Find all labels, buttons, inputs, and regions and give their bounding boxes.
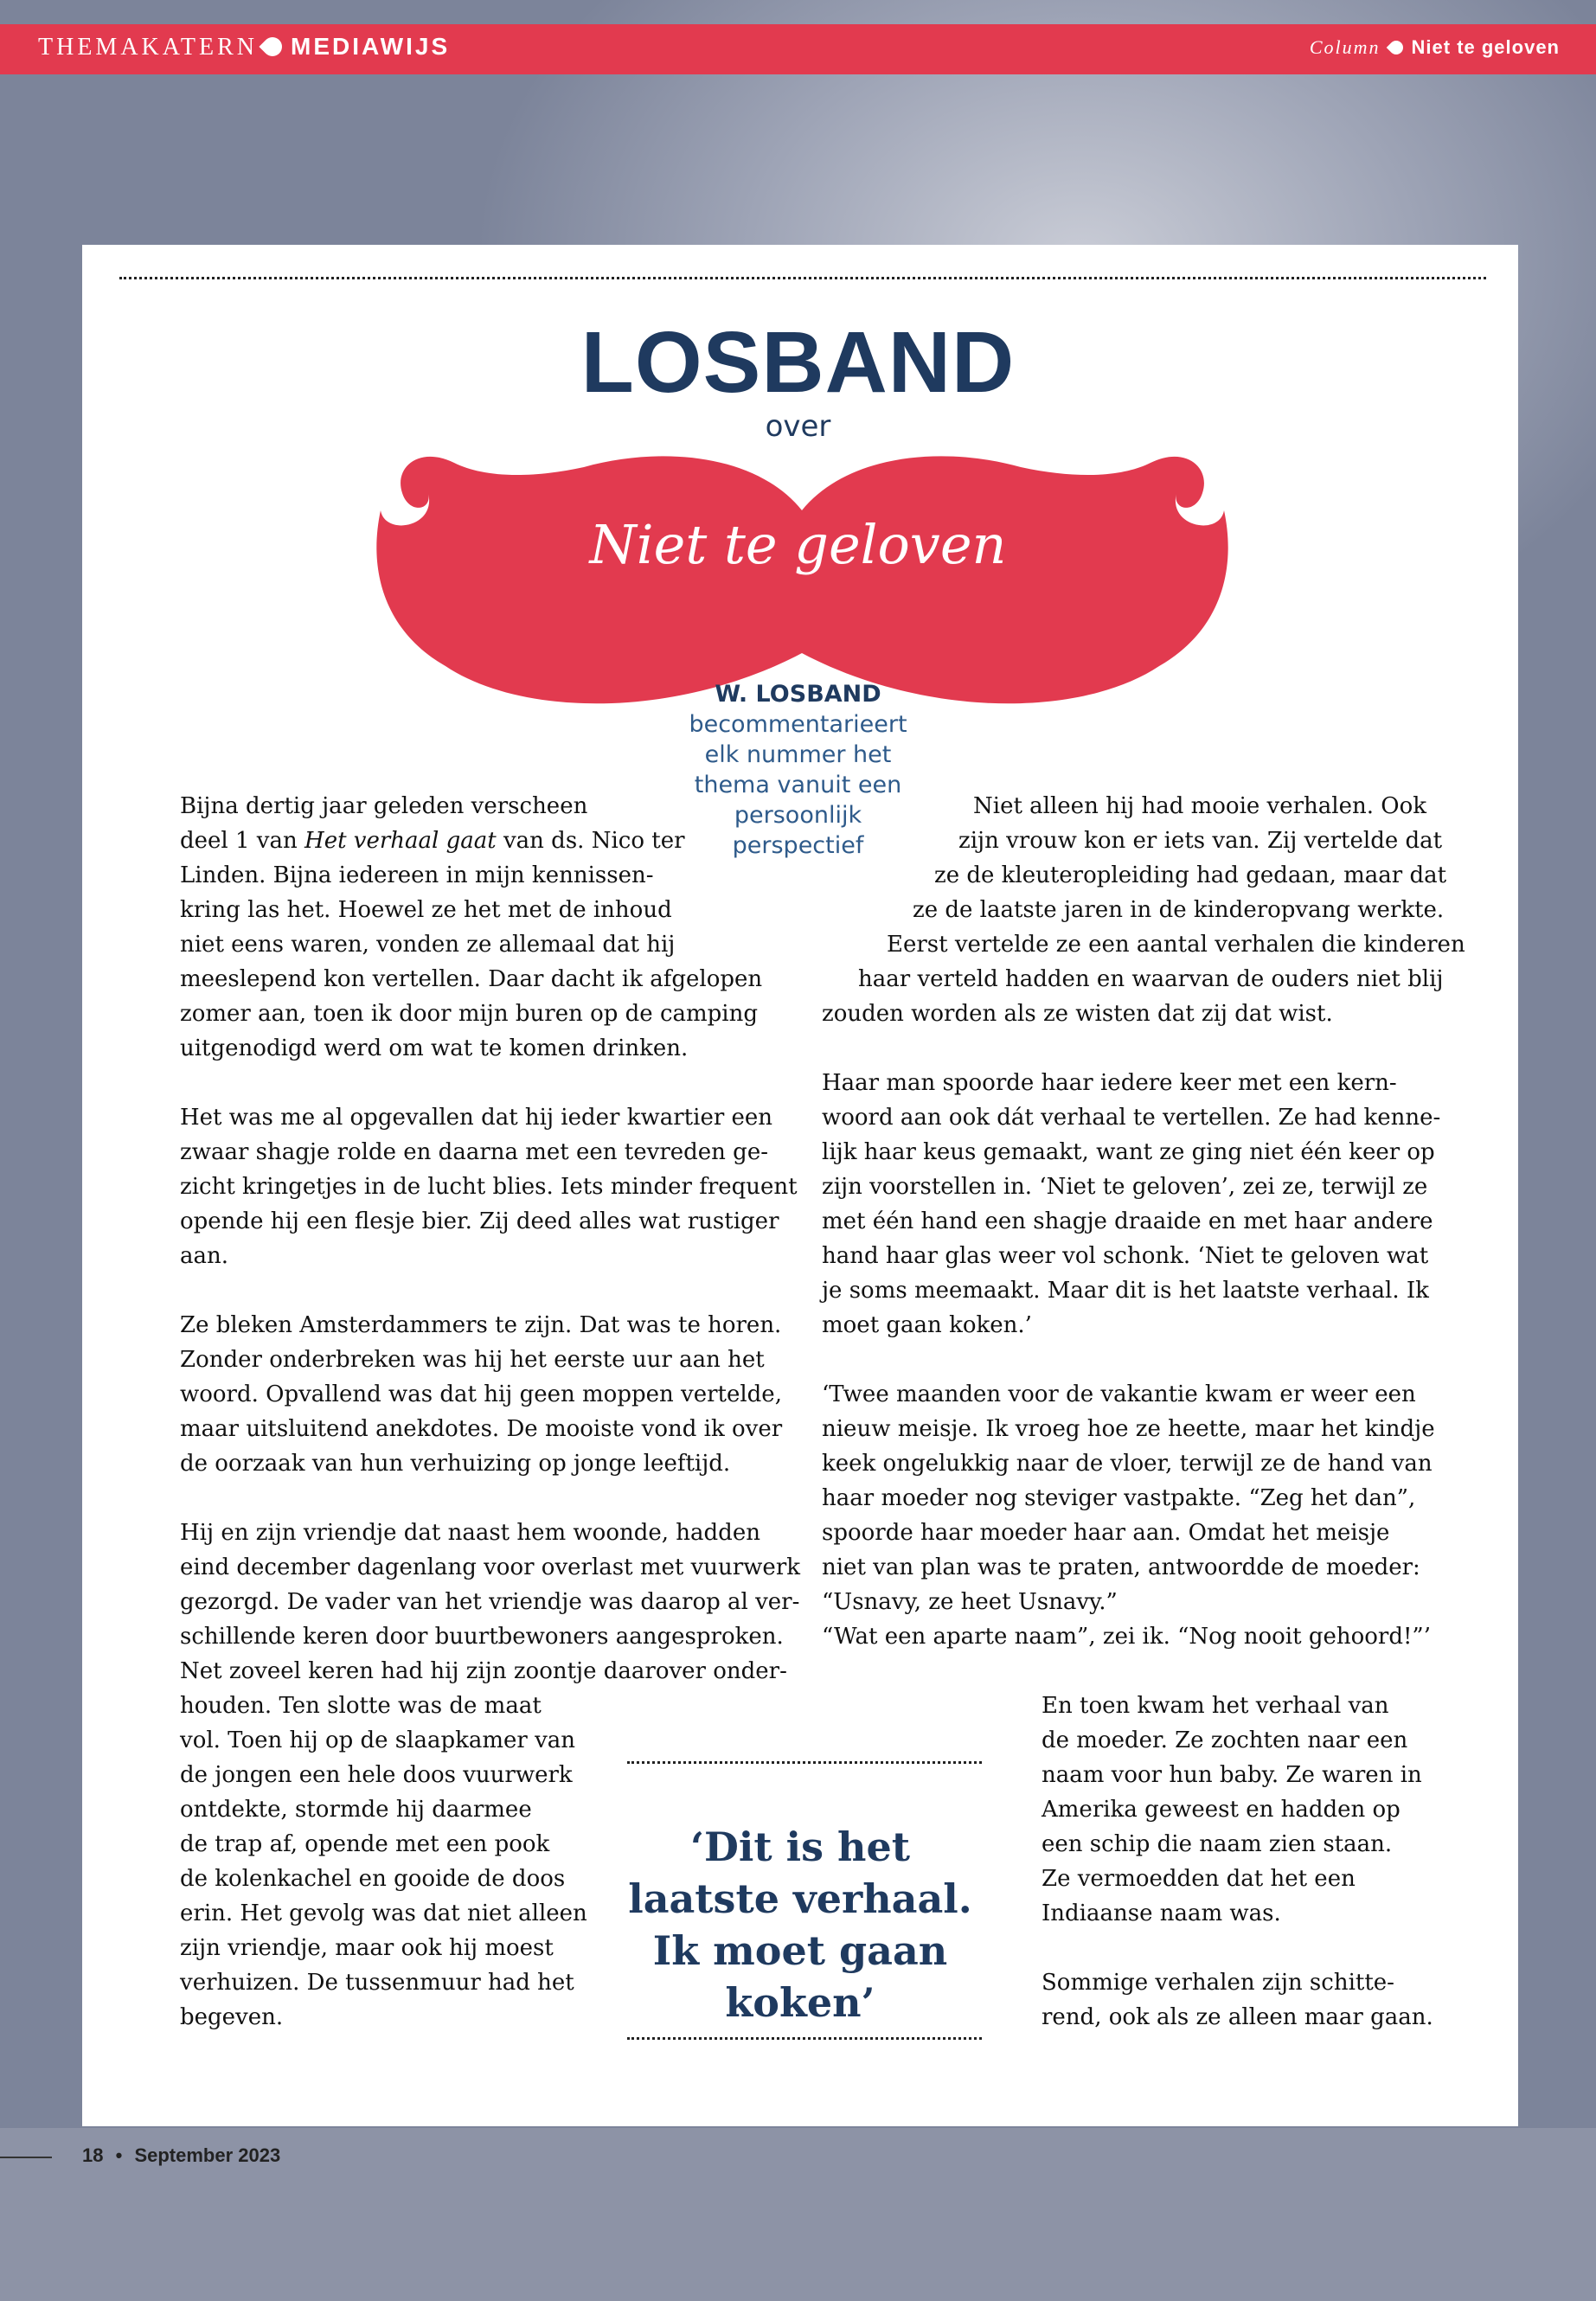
page-number: 18 <box>82 2144 104 2166</box>
text-line: meeslepend kon vertellen. Daar dacht ik afgelopen <box>180 966 763 992</box>
article-title: LOSBAND <box>580 314 1016 411</box>
text-line: Net zoveel keren had hij zijn zoontje daarover onder- <box>180 1658 787 1684</box>
text-line: Het was me al opgevallen dat hij ieder kwartier een <box>180 1105 773 1131</box>
paragraph <box>822 1377 1445 1654</box>
paragraph <box>180 1308 785 1481</box>
text-line: aan. <box>180 1243 229 1269</box>
text-line: naam voor hun baby. Ze waren in <box>1042 1762 1422 1788</box>
text-line: zijn vriendje, maar ook hij moest <box>180 1935 554 1961</box>
text-line: kring las het. Hoewel ze het met de inhoud <box>180 897 672 923</box>
text-line: vol. Toen hij op de slaapkamer van <box>180 1727 576 1753</box>
right-column-end <box>1042 1689 1439 2069</box>
text-line: ‘Twee maanden voor de vakantie kwam er weer een <box>822 1381 1416 1407</box>
text-line: hand haar glas weer vol schonk. ‘Niet te geloven wat <box>822 1243 1429 1269</box>
text-line: de jongen een hele doos vuurwerk <box>180 1762 573 1788</box>
text-line: Indiaanse naam was. <box>1042 1900 1281 1926</box>
author-desc-line: becommentarieert <box>689 711 907 738</box>
text-line: eind december dagenlang voor overlast met vuurwerk <box>180 1554 801 1580</box>
text-line: Sommige verhalen zijn schitte- <box>1042 1970 1394 1996</box>
right-column <box>822 1066 1445 1689</box>
top-divider <box>119 277 1486 279</box>
text-line: zouden worden als ze wisten dat zij dat wist. <box>822 1001 1333 1027</box>
speech-bubble-icon <box>1386 38 1406 58</box>
text-line: nieuw meisje. Ik vroeg hoe ze heette, maar het kindje <box>822 1416 1435 1442</box>
text-line: maar uitsluitend anekdotes. De mooiste vond ik over <box>180 1416 783 1442</box>
text-line: houden. Ten slotte was de maat <box>180 1693 542 1719</box>
text-line: de trap af, opende met een pook <box>180 1831 550 1857</box>
pull-quote: ‘Dit is het laatste verhaal. Ik moet gaan koken’ <box>628 1823 972 2026</box>
text-line: begeven. <box>180 2004 284 2030</box>
section-name-bold: MEDIAWIJS <box>291 33 451 60</box>
speech-bubble-icon <box>259 33 285 60</box>
text-line: Haar man spoorde haar iedere keer met een kern- <box>822 1070 1397 1096</box>
text-line: En toen kwam het verhaal van <box>1042 1693 1389 1719</box>
book-title: Het verhaal gaat <box>304 828 497 854</box>
paragraph <box>180 1100 798 1273</box>
text-line: Ze vermoedden dat het een <box>1042 1866 1356 1892</box>
text-line: keek ongelukkig naar de vloer, terwijl ze de hand van <box>822 1451 1433 1477</box>
right-column-intro <box>822 789 1465 1031</box>
text-line: Hij en zijn vriendje dat naast hem woonde, hadden <box>180 1520 760 1546</box>
text-line: een schip die naam zien staan. <box>1042 1831 1393 1857</box>
text-line: zijn voorstellen in. ‘Niet te geloven’, zei ze, terwijl ze <box>822 1174 1428 1200</box>
text-line <box>180 824 785 858</box>
text-line: Bijna dertig jaar geleden verscheen <box>180 793 588 819</box>
page-footer <box>82 2144 280 2167</box>
text-line: zomer aan, toen ik door mijn buren op de camping <box>180 1001 759 1027</box>
column-title: Niet te geloven <box>1411 36 1560 58</box>
text-line: ze de kleuteropleiding had gedaan, maar dat <box>934 862 1447 888</box>
text-line: Eerst vertelde ze een aantal verhalen die kinderen <box>887 932 1465 958</box>
author-desc-line: elk nummer het <box>704 741 892 768</box>
text-line: woord. Opvallend was dat hij geen moppen vertelde, <box>180 1381 782 1407</box>
text-run: van ds. Nico ter <box>496 828 685 854</box>
author-desc-line: perspectief <box>732 832 864 859</box>
text-line: Ze bleken Amsterdammers te zijn. Dat was te horen. <box>180 1312 782 1338</box>
text-line: Niet alleen hij had mooie verhalen. Ook <box>973 793 1426 819</box>
text-line: de moeder. Ze zochten naar een <box>1042 1727 1408 1753</box>
text-line: Zonder onderbreken was hij het eerste uur aan het <box>180 1347 765 1373</box>
text-line: erin. Het gevolg was dat niet alleen <box>180 1900 587 1926</box>
article-over: over <box>765 409 831 444</box>
paragraph <box>1042 1689 1439 1931</box>
text-line: niet eens waren, vonden ze allemaal dat hij <box>180 932 676 958</box>
article-subject: Niet te geloven <box>589 513 1007 576</box>
text-line: zijn vrouw kon er iets van. Zij vertelde dat <box>958 828 1443 854</box>
text-line: niet van plan was te praten, antwoordde de moeder: <box>822 1554 1420 1580</box>
text-line: spoorde haar moeder haar aan. Omdat het meisje <box>822 1520 1390 1546</box>
text-line: ontdekte, stormde hij daarmee <box>180 1797 532 1823</box>
text-line: opende hij een flesje bier. Zij deed alles wat rustiger <box>180 1208 779 1234</box>
text-line: haar moeder nog steviger vastpakte. “Zeg het dan”, <box>822 1485 1416 1511</box>
text-line: de kolenkachel en gooide de doos <box>180 1866 566 1892</box>
text-line: “Usnavy, ze heet Usnavy.” <box>822 1589 1118 1615</box>
author-desc-line: thema vanuit een <box>694 772 902 798</box>
issue-date: September 2023 <box>134 2144 281 2166</box>
author-name: W. LOSBAND <box>715 681 881 708</box>
text-line: “Wat een aparte naam”, zei ik. “Nog nooit gehoord!”’ <box>822 1624 1431 1650</box>
text-line: met één hand een shagje draaide en met haar andere <box>822 1208 1433 1234</box>
paragraph <box>1042 1965 1439 2035</box>
text-line: haar verteld hadden en waarvan de ouders niet blij <box>858 966 1444 992</box>
text-run: deel 1 van <box>180 828 305 854</box>
paragraph <box>822 1066 1445 1343</box>
text-line: Linden. Bijna iedereen in mijn kennissen- <box>180 862 654 888</box>
paragraph <box>180 789 785 1066</box>
text-line: de oorzaak van hun verhuizing op jonge leeftijd. <box>180 1451 731 1477</box>
text-line: moet gaan koken.’ <box>822 1312 1032 1338</box>
author-desc-line: persoonlijk <box>734 802 862 829</box>
text-line: uitgenodigd werd om wat te komen drinken. <box>180 1035 689 1061</box>
text-line: ze de laatste jaren in de kinderopvang werkte. <box>913 897 1445 923</box>
text-line: schillende keren door buurtbewoners aangesproken. <box>180 1624 784 1650</box>
header-bar <box>0 24 1596 74</box>
column-label <box>1310 36 1560 59</box>
text-line: zwaar shagje rolde en daarna met een tevreden ge- <box>180 1139 768 1165</box>
section-label <box>38 33 450 61</box>
quote-divider-top <box>627 1761 982 1764</box>
section-name: THEMAKATERN <box>38 34 258 61</box>
text-line: gezorgd. De vader van het vriendje was daarop al ver- <box>180 1589 800 1615</box>
text-line: Amerika geweest en hadden op <box>1042 1797 1401 1823</box>
text-line: zicht kringetjes in de lucht blies. Iets minder frequent <box>180 1174 798 1200</box>
footer-separator: • <box>115 2144 123 2166</box>
column-type: Column <box>1309 36 1381 58</box>
text-line: lijk haar keus gemaakt, want ze ging niet één keer op <box>822 1139 1435 1165</box>
text-line: rend, ook als ze alleen maar gaan. <box>1042 2004 1433 2030</box>
footer-rule <box>0 2157 52 2158</box>
quote-divider-bottom <box>627 2037 982 2040</box>
text-line: woord aan ook dát verhaal te vertellen. Ze had kenne- <box>822 1105 1441 1131</box>
text-line: je soms meemaakt. Maar dit is het laatste verhaal. Ik <box>822 1278 1429 1304</box>
text-line: verhuizen. De tussenmuur had het <box>180 1970 574 1996</box>
